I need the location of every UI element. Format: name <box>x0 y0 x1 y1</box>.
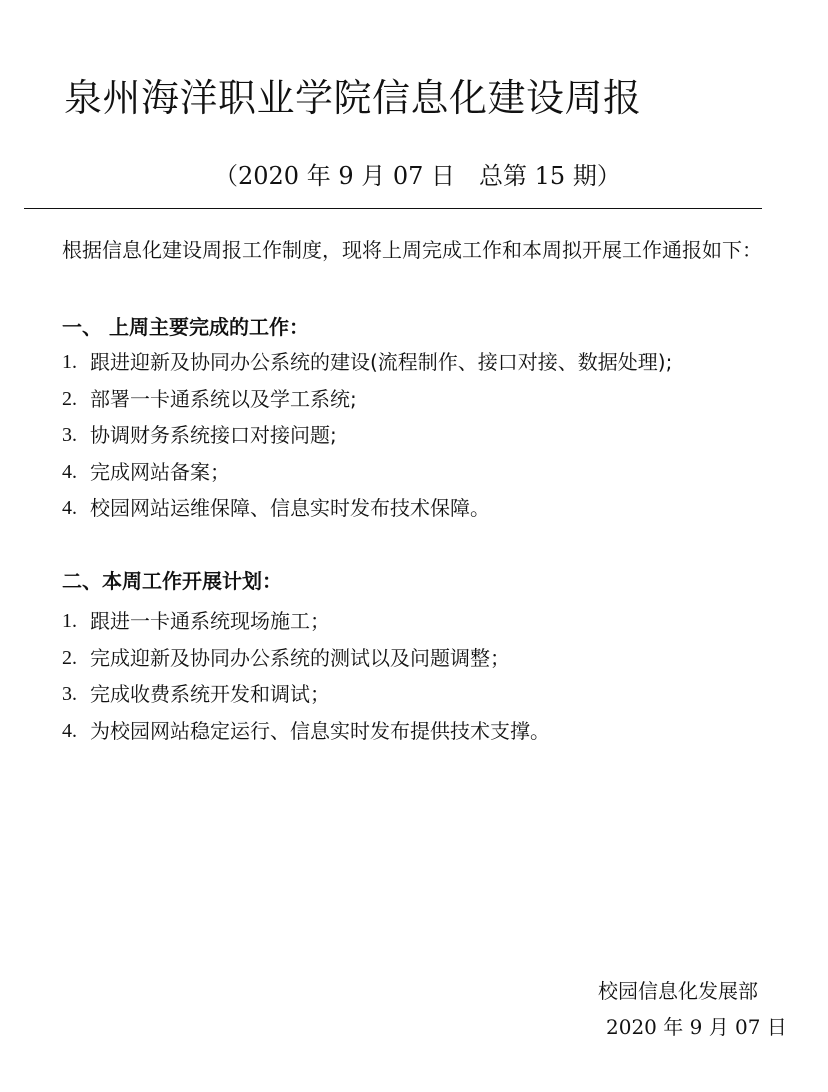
item-number: 1. <box>62 610 77 633</box>
item-text: 协调财务系统接口对接问题; <box>90 423 337 448</box>
item-number: 4. <box>62 497 77 520</box>
last-week-work-list <box>62 344 802 527</box>
signature-date: 2020 年 9 月 07 日 <box>606 1015 787 1039</box>
item-number: 2. <box>62 646 77 669</box>
item-text: 跟进一卡通系统现场施工； <box>90 609 330 634</box>
item-number: 4. <box>62 460 77 483</box>
list-item <box>62 640 802 677</box>
list-item <box>62 490 802 527</box>
issue-date-and-number: （2020 年 9 月 07 日 总第 15 期） <box>214 162 621 190</box>
list-item <box>62 381 802 418</box>
item-text: 跟进迎新及协同办公系统的建设(流程制作、接口对接、数据处理); <box>90 350 673 375</box>
item-text: 部署一卡通系统以及学工系统; <box>90 386 357 411</box>
report-title: 泉州海洋职业学院信息化建设周报 <box>64 76 642 120</box>
title-divider <box>24 208 762 209</box>
issuing-department: 校园信息化发展部 <box>598 979 758 1003</box>
list-item <box>62 417 802 454</box>
item-number: 4. <box>62 719 77 742</box>
list-item <box>62 676 802 713</box>
this-week-plan-list <box>62 603 802 749</box>
this-week-section-title: 二、本周工作开展计划： <box>62 569 282 593</box>
item-text: 完成网站备案； <box>90 459 230 484</box>
item-number: 1. <box>62 351 77 374</box>
item-text: 完成收费系统开发和调试； <box>90 682 330 707</box>
last-week-section-title: 一、 上周主要完成的工作： <box>62 315 309 339</box>
list-item <box>62 344 802 381</box>
item-text: 校园网站运维保障、信息实时发布技术保障。 <box>90 496 490 521</box>
list-item <box>62 454 802 491</box>
item-number: 3. <box>62 683 77 706</box>
intro-paragraph: 根据信息化建设周报工作制度，现将上周完成工作和本周拟开展工作通报如下： <box>62 238 762 262</box>
item-number: 2. <box>62 387 77 410</box>
list-item <box>62 603 802 640</box>
list-item <box>62 713 802 750</box>
item-text: 为校园网站稳定运行、信息实时发布提供技术支撑。 <box>90 718 550 743</box>
item-number: 3. <box>62 424 77 447</box>
item-text: 完成迎新及协同办公系统的测试以及问题调整； <box>90 645 510 670</box>
